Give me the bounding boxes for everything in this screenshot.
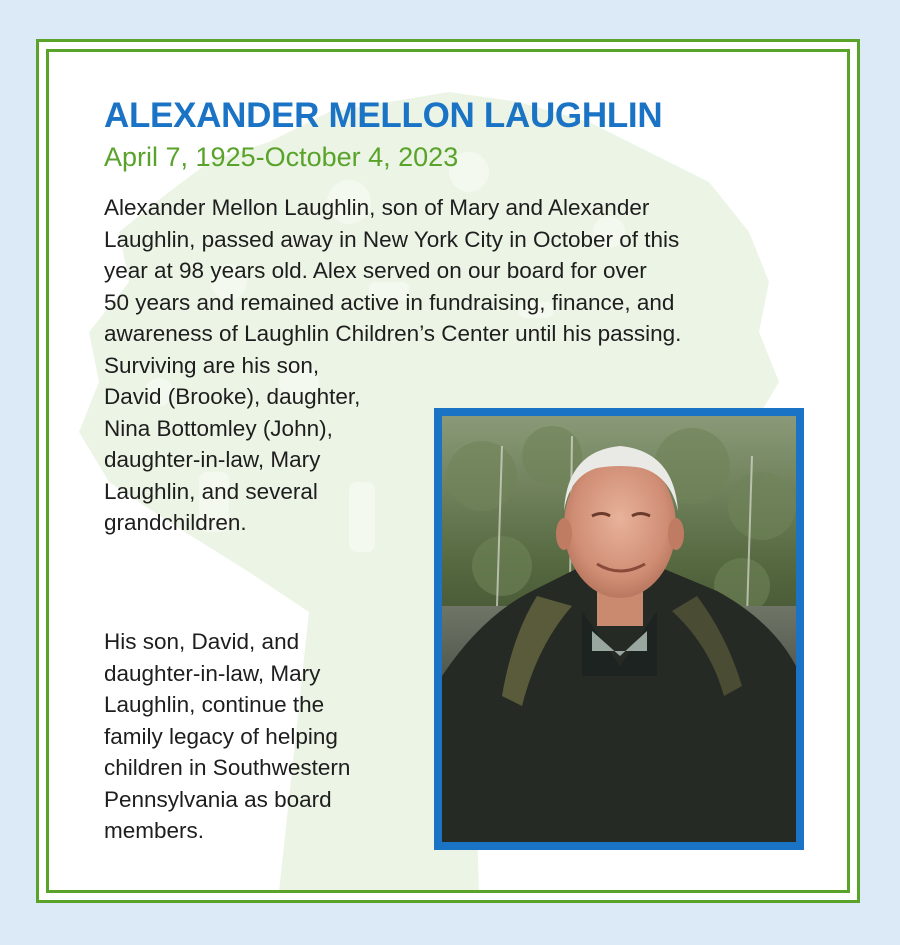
paragraph-line: His son, David, and (104, 629, 300, 654)
memorial-card (36, 39, 860, 903)
paragraph-line: daughter-in-law, Mary (104, 447, 321, 472)
paragraph-line: David (Brooke), daughter, (104, 384, 361, 409)
paragraph-line: year at 98 years old. Alex served on our board for over (104, 258, 647, 283)
portrait-photo-frame (434, 408, 804, 850)
paragraph-line: Surviving are his son, (104, 352, 320, 378)
paragraph-line: Laughlin, passed away in New York City in October of this (104, 226, 680, 252)
portrait-photo (442, 416, 796, 842)
paragraph-line: awareness of Laughlin Children’s Center until his passing. (104, 321, 682, 346)
paragraph-line: Laughlin, continue the (104, 692, 325, 717)
paragraph-line: Laughlin, and several (104, 478, 318, 504)
memorial-title: ALEXANDER MELLON LAUGHLIN (104, 96, 663, 135)
paragraph-line: 50 years and remained active in fundraising, finance, and (104, 289, 675, 315)
paragraph-line: Pennsylvania as board (104, 786, 332, 812)
life-dates: April 7, 1925-October 4, 2023 (104, 142, 459, 172)
paragraph-line: Alexander Mellon Laughlin, son of Mary and Alexander (104, 195, 650, 220)
paragraph-line: Nina Bottomley (John), (104, 415, 333, 441)
paragraph-line: members. (104, 818, 205, 843)
paragraph-line: family legacy of helping (104, 723, 338, 749)
paragraph-line: grandchildren. (104, 510, 247, 535)
paragraph-line: children in Southwestern (104, 755, 351, 780)
card-inner-border (46, 49, 850, 893)
paragraph-line: daughter-in-law, Mary (104, 660, 321, 686)
